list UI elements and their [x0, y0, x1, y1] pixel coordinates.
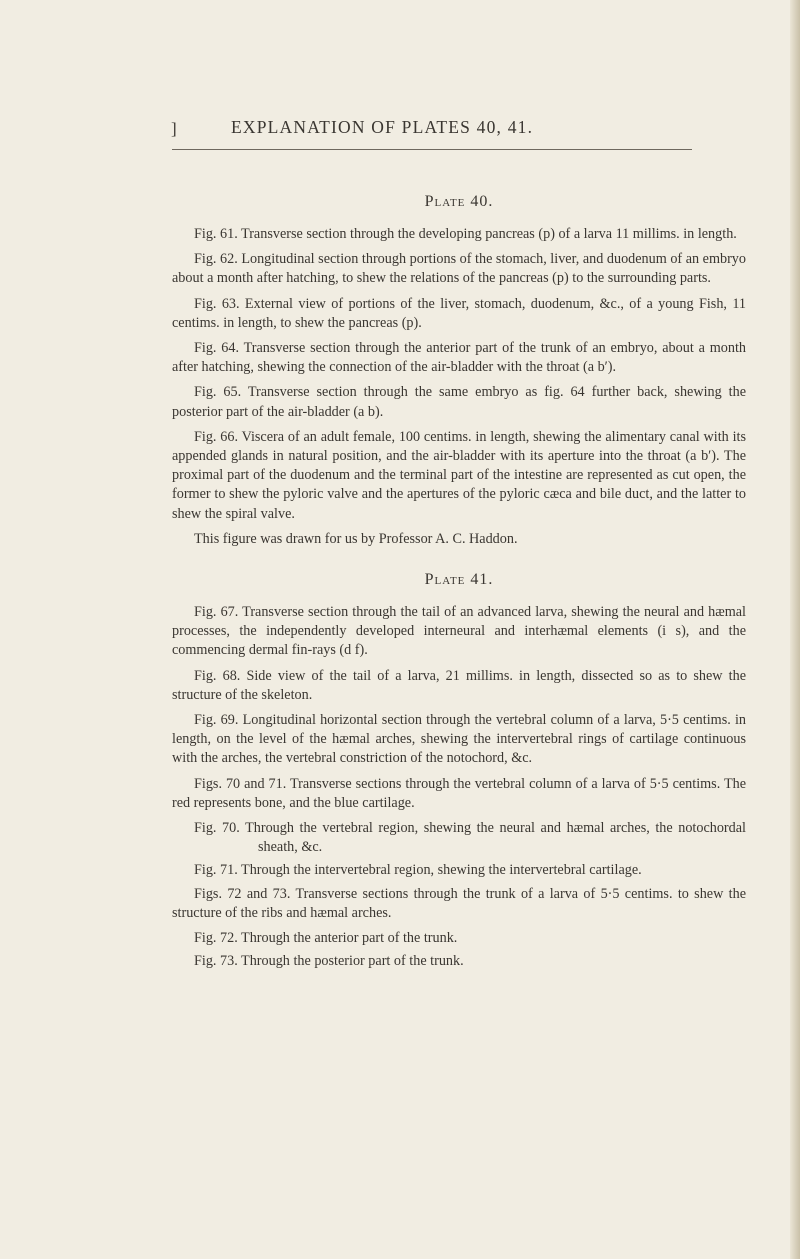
figs-72-73-caption: Figs. 72 and 73. Transverse sections through the trunk of a larva of 5·5 centims. to shew the structure of the ribs and hæmal arches. — [172, 885, 746, 921]
fig-69-caption: Fig. 69. Longitudinal horizontal section through the vertebral column of a larva, 5·5 centims. in length, on the level of the hæmal arches, shewing the intervertebral rings of cartilage continuous with the arches, the vertebral constriction of the notochord, &c. — [172, 712, 746, 767]
fig-70-caption: Fig. 70. Through the vertebral region, shewing the neural and hæmal arches, the notochordal sheath, &c. — [194, 820, 746, 856]
figs-70-71-caption: Figs. 70 and 71. Transverse sections through the vertebral column of a larva of 5·5 centims. The red represents bone, and the blue cartilage. — [172, 775, 746, 811]
page-body — [172, 193, 746, 976]
plate-40-heading: Plate 40. — [424, 193, 494, 210]
fig-68-caption: Fig. 68. Side view of the tail of a larva, 21 millims. in length, dissected so as to shew the structure of the skeleton. — [172, 667, 746, 703]
fig-73-caption: Fig. 73. Through the posterior part of the trunk. — [194, 953, 464, 970]
plate-41-heading: Plate 41. — [424, 571, 494, 589]
header-rule — [172, 149, 692, 150]
page-number: ] — [171, 119, 177, 138]
fig-72-caption: Fig. 72. Through the anterior part of the trunk. — [194, 930, 458, 947]
fig-66-caption: Fig. 66. Viscera of an adult female, 100 centims. in length, shewing the alimentary canal with its appended glands in natural position, and the air-bladder with its aperture into the throat (a b′). The proximal part of the duodenum and the terminal part of the intestine are represented as cut open, the former to shew the pyloric valve and the apertures of the pyloric cæca and bile duct, and the latter to shew the spiral valve. — [172, 428, 746, 522]
fig-63-caption: Fig. 63. External view of portions of the liver, stomach, duodenum, &c., of a young Fish, 11 centims. in length, to shew the pancreas (p). — [172, 295, 746, 331]
fig-61-caption: Fig. 61. Transverse section through the developing pancreas (p) of a larva 11 millims. in length. — [194, 226, 737, 242]
fig-67-caption: Fig. 67. Transverse section through the tail of an advanced larva, shewing the neural and hæmal processes, the independently developed interneural and interhæmal elements (i s), and the commencing dermal fin-rays (d f). — [172, 604, 746, 659]
fig-64-caption: Fig. 64. Transverse section through the anterior part of the trunk of an embryo, about a month after hatching, shewing the connection of the air-bladder with the throat (a b′). — [172, 340, 746, 376]
fig-65-caption: Fig. 65. Transverse section through the same embryo as fig. 64 further back, shewing the posterior part of the air-bladder (a b). — [172, 384, 746, 420]
fig-62-caption: Fig. 62. Longitudinal section through portions of the stomach, liver, and duodenum of an embryo about a month after hatching, to shew the relations of the pancreas (p) to the surrounding parts. — [172, 251, 746, 287]
haddon-note: This figure was drawn for us by Professor A. C. Haddon. — [194, 530, 518, 547]
page-edge — [790, 0, 800, 1259]
fig-71-caption: Fig. 71. Through the intervertebral region, shewing the intervertebral cartilage. — [194, 862, 642, 879]
running-header: EXPLANATION OF PLATES 40, 41. — [231, 117, 534, 137]
